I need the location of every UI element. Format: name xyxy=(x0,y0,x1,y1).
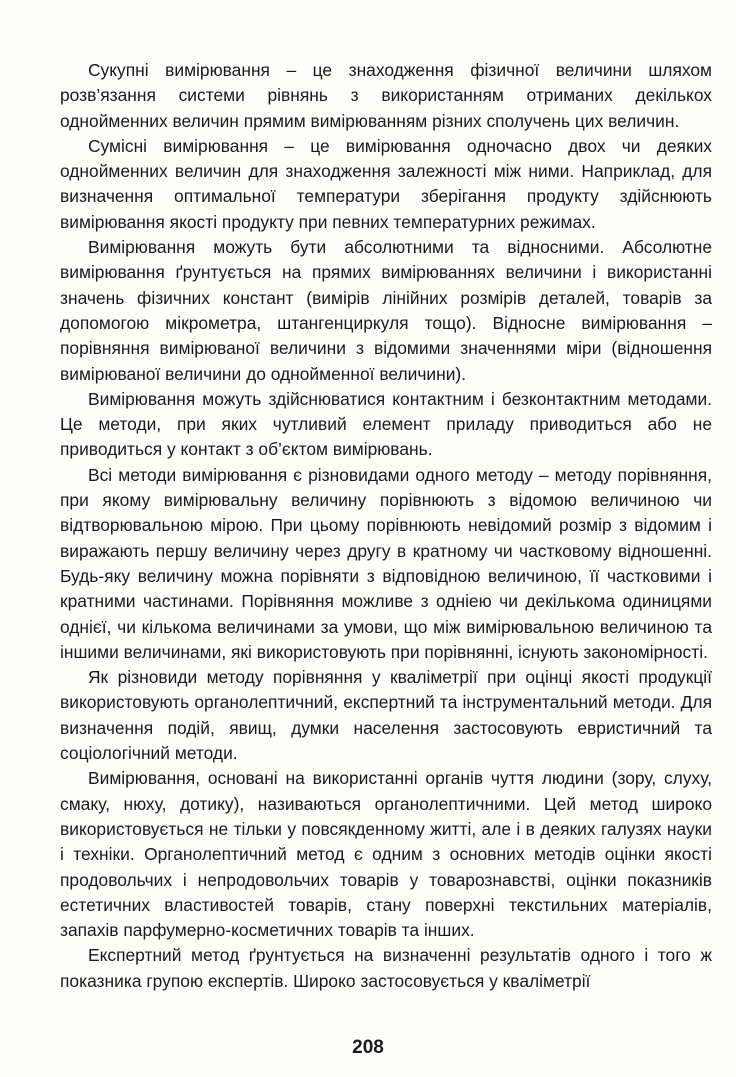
paragraph-organoleptic: Вимірювання, основані на використанні органів чуття людини (зору, слуху, смаку, нюху, дотику), називаються органолептичними. Цей метод широко використовується не тільки у повсякденному житті, але і в деяких галузях науки і техніки. Органолептичний метод є одним з основних методів оцінки якості продовольчих і непродовольчих товарів у товарознавстві, оцінки показників естетичних властивостей товарів, стану поверхні текстильних матеріалів, запахів парфумерно-косметичних товарів та інших. xyxy=(60,768,712,941)
paragraph-combined-measurements: Сукупні вимірювання – це знаходження фізичної величини шляхом розв’язання системи рівнянь з використанням отриманих декількох однойменних величин прямим вимірюванням різних сполучень цих величин. xyxy=(60,60,712,131)
paragraph-comparison-method: Всі методи вимірювання є різновидами одного методу – методу порівняння, при якому вимірювальну величину порівнюють з відомою величиною чи відтворювальною мірою. При цьому порівнюють невідомий розмір з відомим і виражають першу величину через другу в кратному чи частковому відношенні. Будь-яку величину можна порівняти з відповідною величиною, її частковими і кратними частинами. Порівняння можливе з одніею чи декількома одиницями однієї, чи кількома величинами за умови, що між вимірювальною величиною та іншими величинами, які використовують при порівнянні, існують закономірності. xyxy=(60,464,712,662)
body-text xyxy=(60,58,712,994)
paragraph-absolute-relative: Вимірювання можуть бути абсолютними та відносними. Абсолютне вимірювання ґрунтується на прямих вимірюваннях величини і використанні значень фізичних констант (вимірів лінійних розмірів деталей, товарів за допомогою мікрометра, штангенциркуля тощо). Відносне вимірювання – порівняння вимірюваної величини з відомими значеннями міри (відношення вимірюваної величини до однойменної величини). xyxy=(60,237,712,384)
paragraph-contact-methods: Вимірювання можуть здійснюватися контактним і безконтактним методами. Це методи, при яких чутливий елемент приладу приводиться або не приводиться у контакт з об’єктом вимірювань. xyxy=(60,388,712,460)
paragraph-expert-method: Експертний метод ґрунтується на визначенні результатів одного і того ж показника групою експертів. Широко застосовується у кваліметрії xyxy=(60,945,712,991)
page-number: 208 xyxy=(352,1037,384,1058)
paragraph-qualimetry-methods: Як різновиди методу порівняння у кваліметрії при оцінці якості продукції використовують органолептичний, експертний та інструментальний методи. Для визначення подій, явищ, думки населення застосовують евристичний та соціологічний методи. xyxy=(60,667,712,764)
paragraph-joint-measurements: Сумісні вимірювання – це вимірювання одночасно двох чи деяких однойменних величин для знаходження залежності між ними. Наприклад, для визначення оптимальної температури зберігання продукту здійснюють вимірювання якості продукту при певних температурних режимах. xyxy=(60,135,712,232)
